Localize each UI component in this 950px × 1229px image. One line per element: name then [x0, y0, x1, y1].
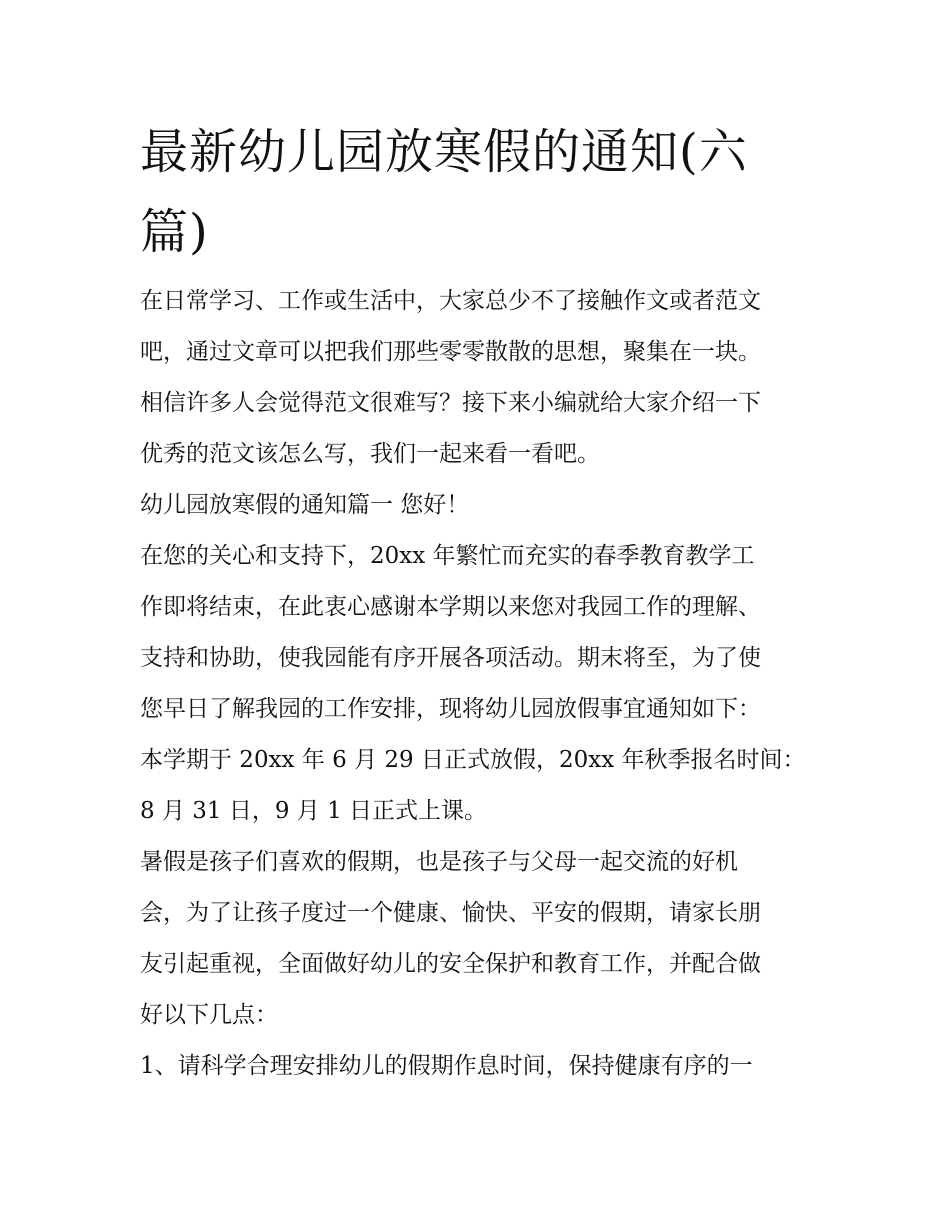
- body-line: 暑假是孩子们喜欢的假期，也是孩子与父母一起交流的好机: [140, 849, 738, 875]
- body-line: 友引起重视，全面做好幼儿的安全保护和教育工作，并配合做: [140, 951, 761, 977]
- title-line: 最新幼儿园放寒假的通知(六: [140, 124, 748, 180]
- body-line: 好以下几点：: [140, 1002, 278, 1028]
- body-line: 1、请科学合理安排幼儿的假期作息时间，保持健康有序的一: [140, 1053, 753, 1079]
- body-line: 吧，通过文章可以把我们那些零零散散的思想，聚集在一块。: [140, 339, 761, 365]
- body-line: 8 月 31 日，9 月 1 日正式上课。: [140, 798, 488, 824]
- body-line: 您早日了解我园的工作安排，现将幼儿园放假事宜通知如下：: [140, 696, 761, 722]
- document-body: [140, 276, 820, 1092]
- body-line: 会，为了让孩子度过一个健康、愉快、平安的假期，请家长朋: [140, 900, 761, 926]
- body-line: 在日常学习、工作或生活中，大家总少不了接触作文或者范文: [140, 288, 761, 314]
- body-line: 幼儿园放寒假的通知篇一 您好！: [140, 492, 470, 518]
- body-line: 相信许多人会觉得范文很难写？接下来小编就给大家介绍一下: [140, 390, 761, 416]
- body-line: 本学期于 20xx 年 6 月 29 日正式放假，20xx 年秋季报名时间：: [140, 747, 806, 773]
- body-line: 作即将结束，在此衷心感谢本学期以来您对我园工作的理解、: [140, 594, 761, 620]
- document-title: [140, 112, 820, 272]
- body-line: 优秀的范文该怎么写，我们一起来看一看吧。: [140, 441, 600, 467]
- body-line: 在您的关心和支持下，20xx 年繁忙而充实的春季教育教学工: [140, 543, 755, 569]
- body-line: 支持和协助，使我园能有序开展各项活动。期末将至，为了使: [140, 645, 761, 671]
- title-line: 篇): [140, 204, 209, 260]
